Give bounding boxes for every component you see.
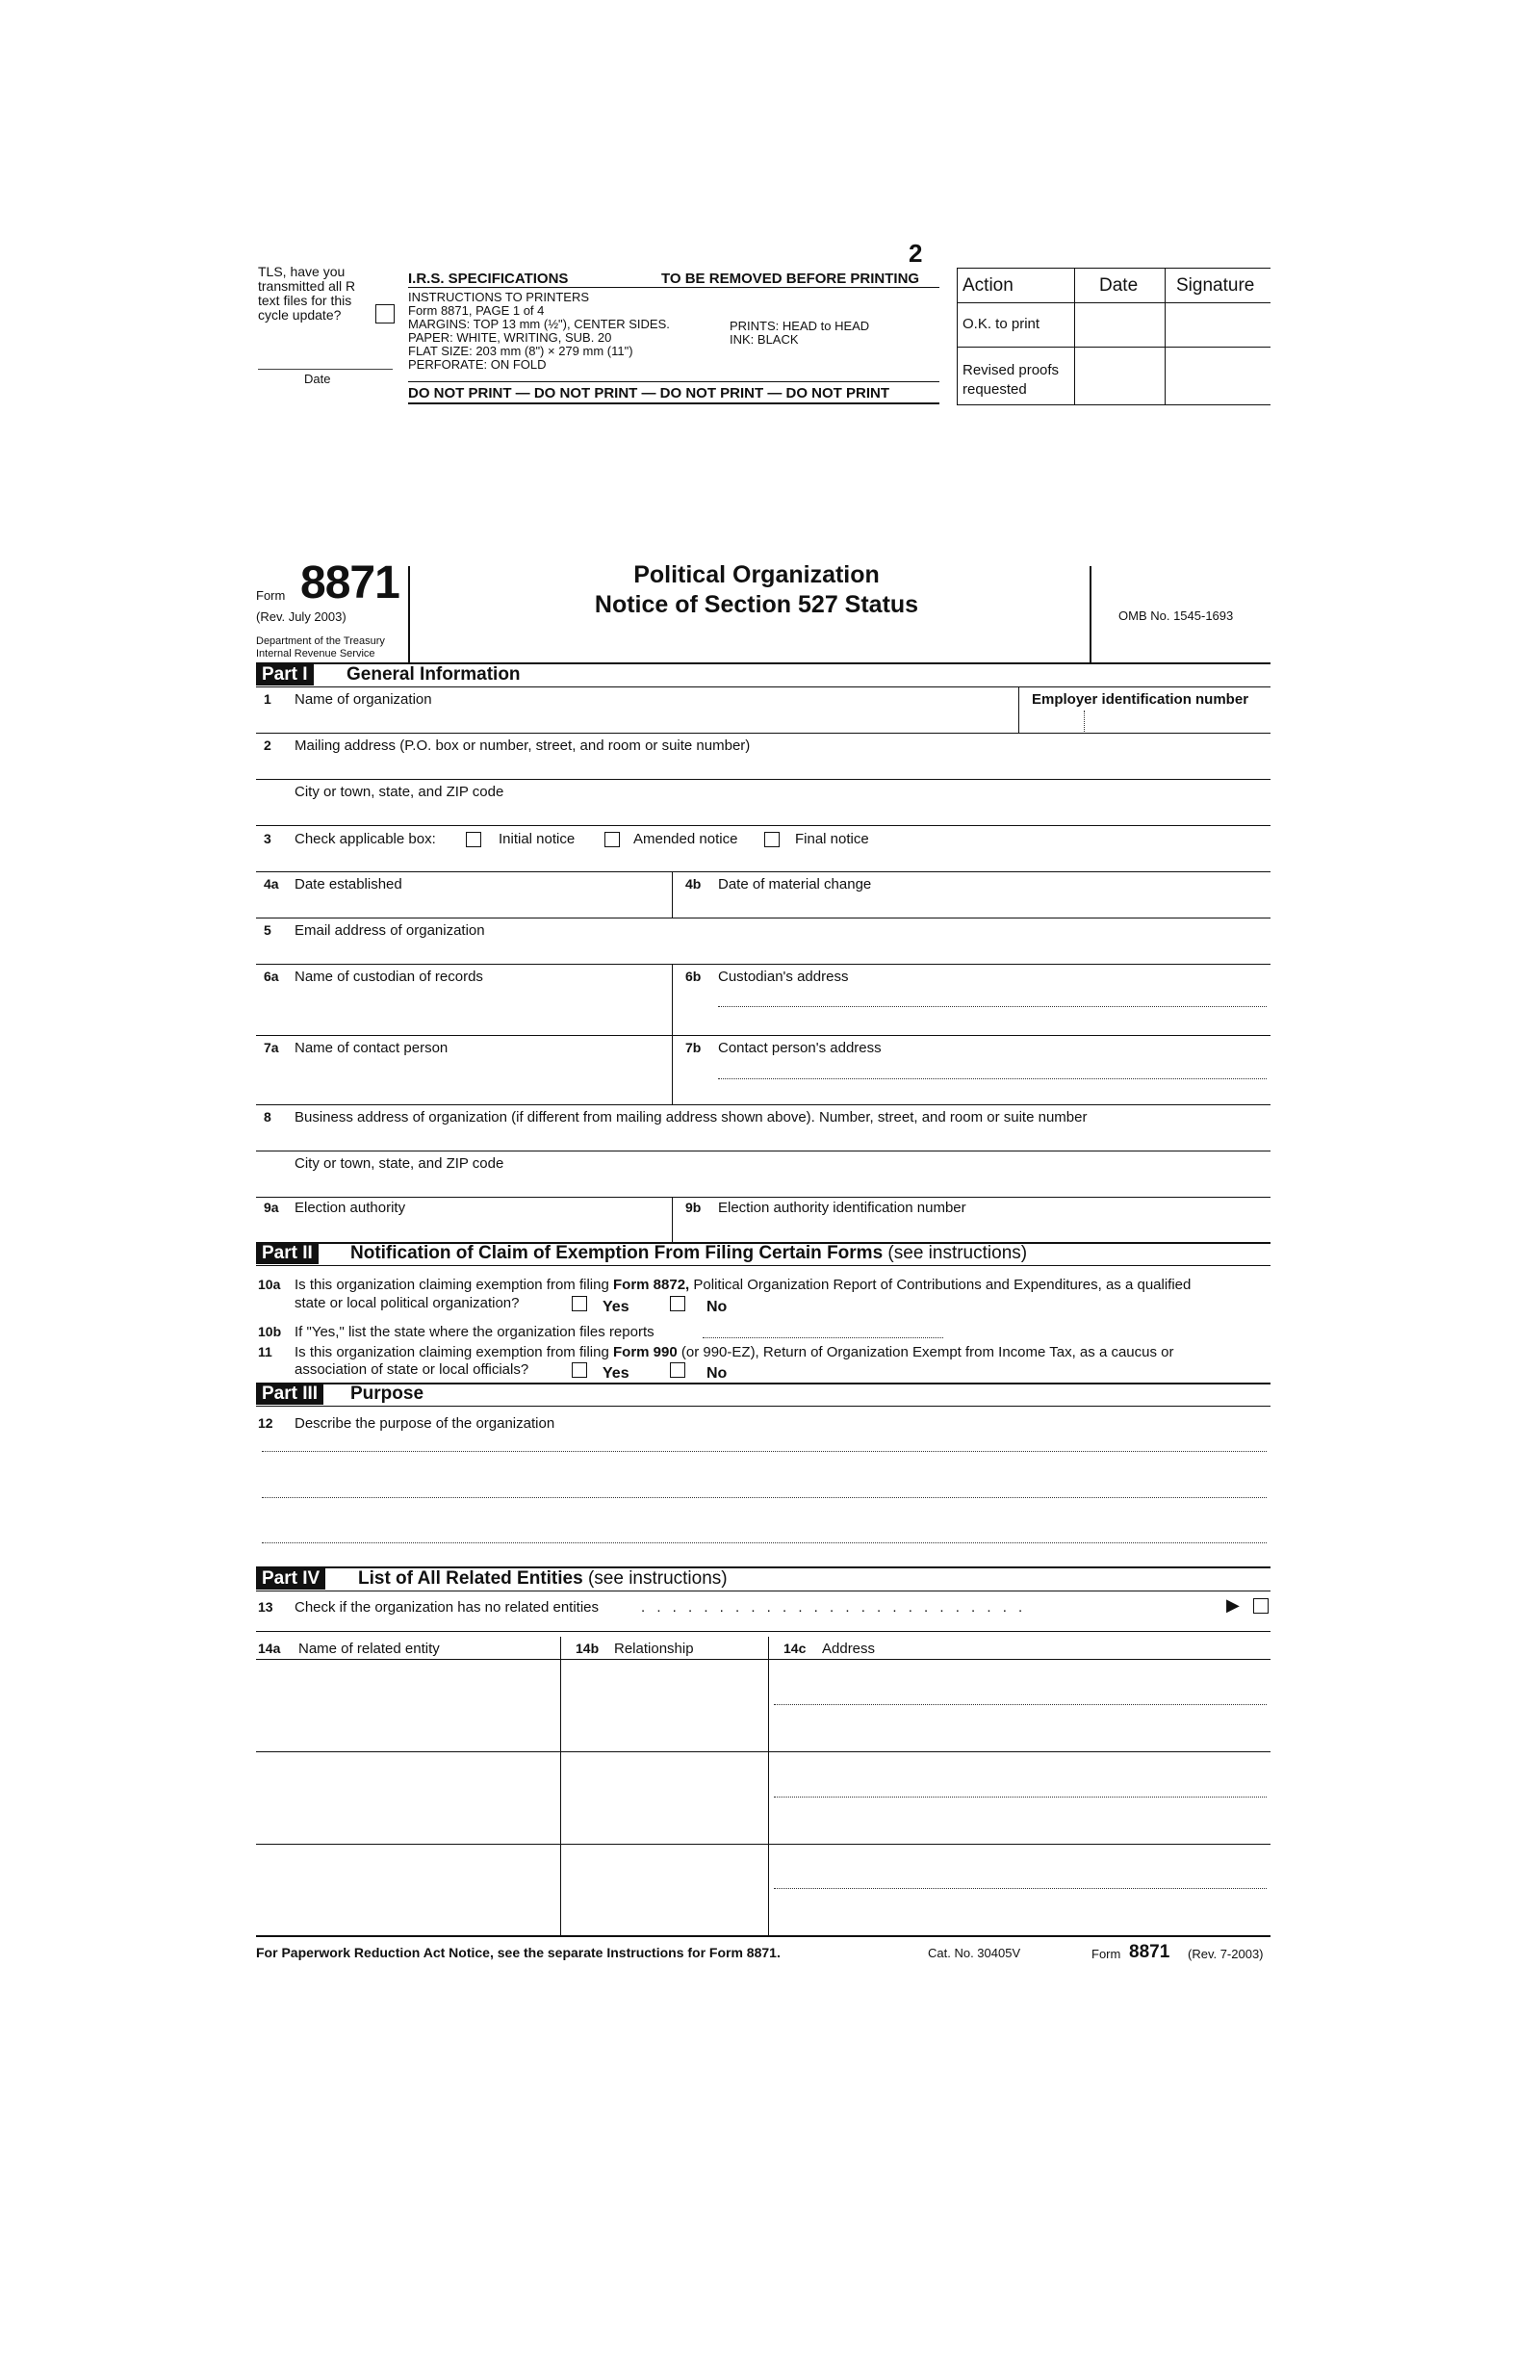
remove-note: TO BE REMOVED BEFORE PRINTING bbox=[661, 271, 920, 287]
amended-notice-checkbox[interactable] bbox=[604, 832, 620, 847]
part3-rule bbox=[256, 1406, 1270, 1407]
part1-rule bbox=[256, 686, 1270, 687]
line2-number: 2 bbox=[264, 737, 271, 753]
custodian-address-field[interactable] bbox=[674, 987, 1270, 1033]
line2-bottom bbox=[256, 779, 1270, 780]
line6a-number: 6a bbox=[264, 969, 279, 984]
line4a-label: Date established bbox=[295, 876, 402, 892]
approval-header-action: Action bbox=[962, 275, 1014, 296]
line11-number: 11 bbox=[258, 1344, 272, 1359]
line11-yes-label: Yes bbox=[603, 1365, 629, 1382]
date-material-change-field[interactable] bbox=[674, 894, 1270, 917]
entity-relationship-field[interactable] bbox=[562, 1752, 766, 1844]
line1-bottom bbox=[256, 733, 1270, 734]
line10a-yes-checkbox[interactable] bbox=[572, 1296, 587, 1311]
page-number: 2 bbox=[909, 239, 923, 268]
footer-form-word: Form bbox=[1091, 1947, 1121, 1961]
entity-address-field[interactable] bbox=[770, 1660, 1270, 1751]
final-notice-label: Final notice bbox=[795, 831, 869, 847]
line9b-number: 9b bbox=[685, 1200, 702, 1215]
ein-label: Employer identification number bbox=[1032, 691, 1249, 708]
part1-badge: Part I bbox=[256, 664, 314, 686]
part1-title: General Information bbox=[346, 664, 521, 685]
form-revision: (Rev. July 2003) bbox=[256, 609, 346, 624]
line12-number: 12 bbox=[258, 1415, 273, 1431]
line1-label: Name of organization bbox=[295, 691, 432, 708]
line5-label: Email address of organization bbox=[295, 922, 485, 939]
col14b-label: Relationship bbox=[614, 1641, 694, 1657]
related-entity-row-1 bbox=[256, 1660, 1270, 1751]
city-field[interactable] bbox=[256, 802, 1270, 824]
irs-spec-title: I.R.S. SPECIFICATIONS bbox=[408, 271, 569, 287]
form-dept: Department of the Treasury Internal Revenue Service bbox=[256, 635, 385, 660]
line10b-state-field[interactable] bbox=[703, 1337, 943, 1338]
part4-title bbox=[358, 1568, 728, 1590]
line11-no-label: No bbox=[706, 1365, 728, 1382]
tls-date-label: Date bbox=[304, 372, 331, 386]
col14a-number: 14a bbox=[258, 1641, 281, 1656]
line10b-number: 10b bbox=[258, 1324, 282, 1339]
approval-header-date: Date bbox=[1099, 275, 1139, 296]
entity-name-field[interactable] bbox=[256, 1660, 558, 1751]
line6a-label: Name of custodian of records bbox=[295, 969, 483, 985]
line7b-number: 7b bbox=[685, 1040, 702, 1055]
col14c-label: Address bbox=[822, 1641, 876, 1657]
related-entity-row-2 bbox=[256, 1752, 1270, 1844]
line10a-no-checkbox[interactable] bbox=[670, 1296, 685, 1311]
amended-notice-label: Amended notice bbox=[633, 831, 738, 847]
line9-divider bbox=[672, 1197, 673, 1242]
tls-date-line bbox=[258, 369, 393, 370]
line9a-number: 9a bbox=[264, 1200, 279, 1215]
footer-form-number: 8871 bbox=[1129, 1942, 1170, 1962]
entity-address-dotted-line bbox=[774, 1704, 1267, 1705]
purpose-line-2[interactable] bbox=[262, 1497, 1267, 1498]
part3-badge: Part III bbox=[256, 1384, 323, 1405]
spec-lines: INSTRUCTIONS TO PRINTERS Form 8871, PAGE 1 of 4 MARGINS: TOP 13 mm (½"), CENTER SIDES. PAPER: WHITE, WRITING, SUB. 20 FLAT SIZE: 203 mm (8") × 279 mm (11") PERFORATE: ON FOLD bbox=[408, 290, 670, 372]
line2-label: Mailing address (P.O. box or number, street, and room or suite number) bbox=[295, 737, 751, 754]
entity-relationship-field[interactable] bbox=[562, 1845, 766, 1935]
line6b-number: 6b bbox=[685, 969, 702, 984]
line8-number: 8 bbox=[264, 1109, 271, 1125]
line7-divider bbox=[672, 1035, 673, 1104]
entity-address-dotted-line bbox=[774, 1888, 1267, 1889]
city2-bottom bbox=[256, 1197, 1270, 1198]
city2-label: City or town, state, and ZIP code bbox=[295, 1155, 504, 1172]
spec-bottom-rule bbox=[408, 381, 939, 382]
initial-notice-checkbox[interactable] bbox=[466, 832, 481, 847]
spec-right: PRINTS: HEAD to HEAD INK: BLACK bbox=[730, 319, 870, 347]
col14b-number: 14b bbox=[576, 1641, 600, 1656]
tls-note: TLS, have you transmitted all R text files for this cycle update? bbox=[258, 264, 356, 323]
line6-bottom bbox=[256, 1035, 1270, 1036]
line12-label: Describe the purpose of the organization bbox=[295, 1415, 555, 1432]
entity-name-field[interactable] bbox=[256, 1845, 558, 1935]
line4b-label: Date of material change bbox=[718, 876, 872, 892]
approval-bottom bbox=[957, 404, 1270, 405]
line4b-number: 4b bbox=[685, 876, 702, 892]
line9b-label: Election authority identification number bbox=[718, 1200, 966, 1216]
org-name-field[interactable] bbox=[256, 710, 1016, 732]
do-not-print: DO NOT PRINT — DO NOT PRINT — DO NOT PRINT — DO NOT PRINT bbox=[408, 385, 889, 401]
entity-address-dotted-line bbox=[774, 1797, 1267, 1798]
line4a-number: 4a bbox=[264, 876, 279, 892]
line13-leader-dots: . . . . . . . . . . . . . . . . . . . . . . . . . bbox=[641, 1599, 1027, 1616]
part2-rule bbox=[256, 1265, 1270, 1266]
part4-title-text: List of All Related Entities bbox=[358, 1568, 583, 1589]
tls-checkbox[interactable] bbox=[375, 304, 395, 323]
custodian-name-field[interactable] bbox=[256, 987, 670, 1033]
purpose-line-3[interactable] bbox=[262, 1542, 1267, 1543]
ein-dotted-separator bbox=[1084, 711, 1085, 732]
approval-row1 bbox=[957, 302, 1270, 303]
line4-divider bbox=[672, 871, 673, 918]
line11-text: Is this organization claiming exemption from filing Form 990 (or 990-EZ), Return of Organization Exempt from Income Tax, as a caucus or bbox=[295, 1344, 1174, 1360]
line5-number: 5 bbox=[264, 922, 271, 938]
line13-label: Check if the organization has no related entities bbox=[295, 1599, 600, 1616]
election-authority-field[interactable] bbox=[256, 1218, 670, 1241]
line7b-label: Contact person's address bbox=[718, 1040, 882, 1056]
line7a-label: Name of contact person bbox=[295, 1040, 449, 1056]
form-word: Form bbox=[256, 588, 286, 603]
line6-divider bbox=[672, 964, 673, 1035]
no-related-entities-checkbox[interactable] bbox=[1253, 1598, 1269, 1614]
line7a-number: 7a bbox=[264, 1040, 279, 1055]
part2-title-text: Notification of Claim of Exemption From Filing Certain Forms bbox=[350, 1243, 884, 1263]
line10a-no-label: No bbox=[706, 1299, 728, 1315]
business-city-field[interactable] bbox=[256, 1174, 1270, 1196]
related-entity-row-3 bbox=[256, 1845, 1270, 1935]
ein-divider bbox=[1018, 686, 1019, 733]
line7-bottom bbox=[256, 1104, 1270, 1105]
purpose-line-1[interactable] bbox=[262, 1451, 1267, 1452]
mailing-address-field[interactable] bbox=[256, 756, 1270, 778]
spec-top-rule bbox=[408, 287, 939, 288]
line10a-text: Is this organization claiming exemption from filing Form 8872, Political Organization Report of Contributions and Expenditures, as a qualified bbox=[295, 1277, 1192, 1293]
line5-bottom bbox=[256, 964, 1270, 965]
header-divider-right bbox=[1090, 566, 1091, 662]
part4-title-note: (see instructions) bbox=[587, 1568, 728, 1589]
contact-name-field[interactable] bbox=[256, 1058, 670, 1102]
omb-number: OMB No. 1545-1693 bbox=[1118, 608, 1234, 623]
entity-address-field[interactable] bbox=[770, 1845, 1270, 1935]
line3-number: 3 bbox=[264, 831, 271, 846]
initial-notice-label: Initial notice bbox=[499, 831, 576, 847]
final-notice-checkbox[interactable] bbox=[764, 832, 780, 847]
line10a-yes-label: Yes bbox=[603, 1299, 629, 1315]
entity-name-field[interactable] bbox=[256, 1752, 558, 1844]
approval-table bbox=[957, 268, 1270, 405]
part2-badge: Part II bbox=[256, 1243, 319, 1264]
line10b-label: If "Yes," list the state where the organization files reports bbox=[295, 1324, 654, 1340]
footer-revision: (Rev. 7-2003) bbox=[1188, 1947, 1264, 1961]
city-label: City or town, state, and ZIP code bbox=[295, 784, 504, 800]
part2-title-note: (see instructions) bbox=[887, 1243, 1028, 1263]
approval-left bbox=[957, 268, 958, 405]
line13-arrow-icon: ▶ bbox=[1226, 1595, 1240, 1615]
part2-title bbox=[350, 1243, 1027, 1264]
line11-no-checkbox[interactable] bbox=[670, 1362, 685, 1378]
line13-number: 13 bbox=[258, 1599, 273, 1615]
do-not-print-rule bbox=[408, 402, 939, 404]
election-authority-id-field[interactable] bbox=[674, 1218, 1270, 1241]
line1-number: 1 bbox=[264, 691, 271, 707]
form-title-line1: Political Organization bbox=[633, 561, 880, 588]
approval-col1 bbox=[1074, 268, 1075, 405]
approval-top bbox=[957, 268, 1270, 269]
line3-bottom bbox=[256, 871, 1270, 872]
form-title-line2: Notice of Section 527 Status bbox=[594, 591, 919, 618]
approval-col2 bbox=[1165, 268, 1166, 405]
city-bottom bbox=[256, 825, 1270, 826]
entity-address-field[interactable] bbox=[770, 1752, 1270, 1844]
line10a-text-line2: state or local political organization? bbox=[295, 1295, 520, 1311]
col14a-label: Name of related entity bbox=[298, 1641, 440, 1657]
approval-header-signature: Signature bbox=[1176, 275, 1255, 296]
email-field[interactable] bbox=[256, 941, 1270, 963]
approval-revised-proofs: Revised proofs requested bbox=[962, 362, 1060, 398]
line3-label: Check applicable box: bbox=[295, 831, 436, 847]
line10a-number: 10a bbox=[258, 1277, 281, 1292]
line13-bottom bbox=[256, 1631, 1270, 1632]
col14c-number: 14c bbox=[783, 1641, 807, 1656]
line11-text-line2: association of state or local officials? bbox=[295, 1361, 529, 1378]
approval-ok-to-print: O.K. to print bbox=[962, 316, 1040, 332]
part4-badge: Part IV bbox=[256, 1568, 325, 1590]
entity-relationship-field[interactable] bbox=[562, 1660, 766, 1751]
part3-title: Purpose bbox=[350, 1384, 424, 1404]
form-number: 8871 bbox=[300, 557, 399, 608]
line6b-label: Custodian's address bbox=[718, 969, 849, 985]
contact-address-field[interactable] bbox=[674, 1058, 1270, 1102]
paperwork-notice: For Paperwork Reduction Act Notice, see the separate Instructions for Form 8871. bbox=[256, 1945, 781, 1960]
date-established-field[interactable] bbox=[256, 894, 670, 917]
table-bottom-rule bbox=[256, 1935, 1270, 1937]
catalog-number: Cat. No. 30405V bbox=[928, 1946, 1021, 1960]
business-address-field[interactable] bbox=[256, 1127, 1270, 1150]
line11-yes-checkbox[interactable] bbox=[572, 1362, 587, 1378]
line8-label: Business address of organization (if different from mailing address shown above). Number, street, and room or suite number bbox=[295, 1109, 1088, 1125]
approval-row2 bbox=[957, 347, 1270, 348]
line9a-label: Election authority bbox=[295, 1200, 406, 1216]
